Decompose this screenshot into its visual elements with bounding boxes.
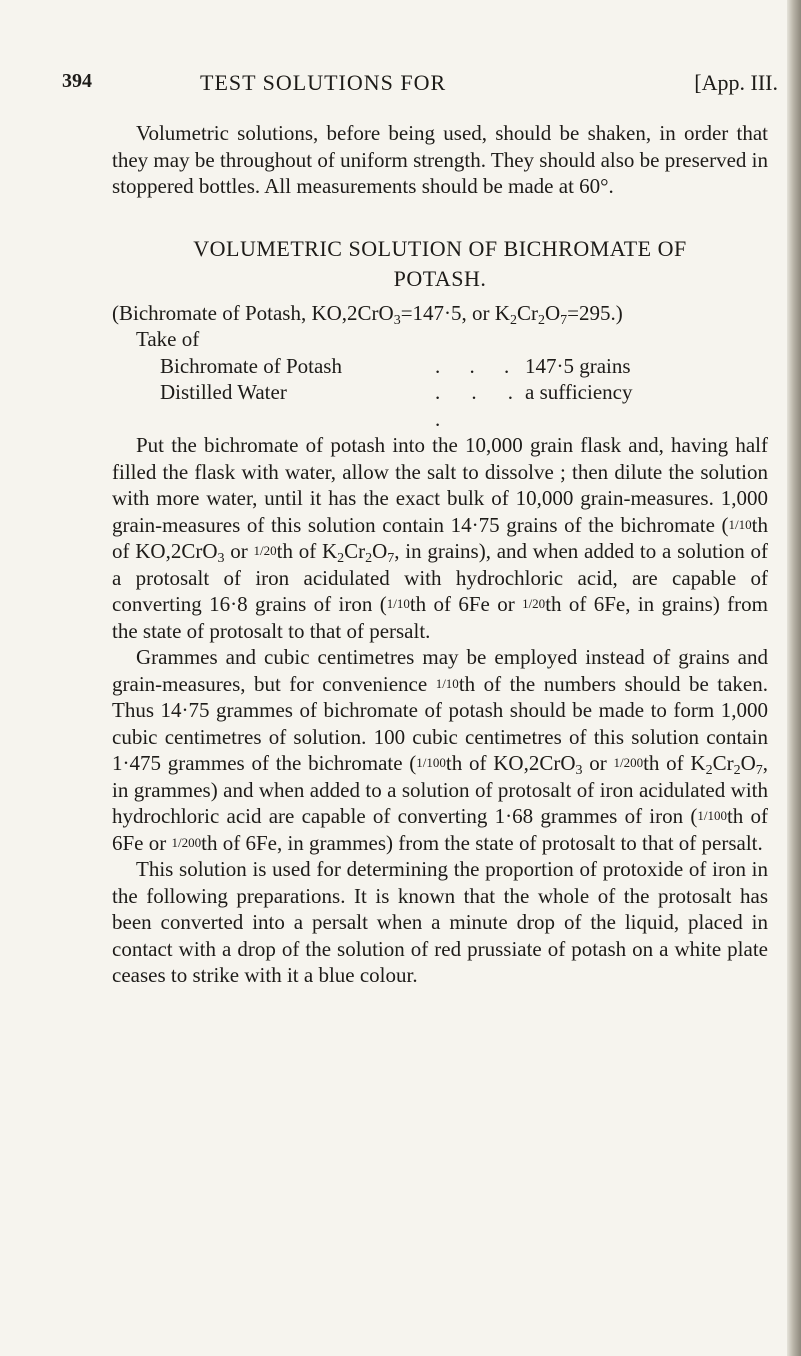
ingredient-dots: . . . .	[435, 380, 525, 431]
text-run: or	[582, 751, 614, 775]
formula-sub: 7	[387, 551, 395, 566]
formula-sub: 3	[217, 551, 225, 566]
ingredient-dots: . . .	[435, 353, 522, 378]
formula-end: =295.)	[567, 300, 623, 325]
formula-prefix: (Bichromate of Potash, KO,2CrO	[112, 300, 394, 325]
ingredient-name: Bichromate of Potash	[160, 353, 342, 378]
fraction: 1/20	[253, 543, 277, 558]
appendix-reference: [App. III.	[694, 70, 778, 95]
formula-sub: 7	[755, 763, 763, 778]
text-run: O	[372, 539, 388, 563]
take-of-label: Take of	[136, 327, 200, 351]
ingredient-amount: a sufficiency	[525, 380, 633, 404]
formula-sub: 7	[560, 312, 568, 328]
formula-sub: 2	[509, 312, 517, 328]
formula-sub: 2	[733, 763, 741, 778]
text-run: th of 6Fe or	[409, 592, 523, 616]
fraction: 1/100	[416, 755, 446, 770]
ingredient-amount: 147·5 grains	[525, 353, 631, 378]
paragraph-metric	[112, 644, 768, 856]
section-title	[112, 234, 768, 294]
section-title-line1: VOLUMETRIC SOLUTION OF BICHROMATE OF	[193, 235, 687, 261]
paragraph-usage: This solution is used for determining the proportion of protoxide of iron in the following preparations. It is known that the whole of the protosalt has been converted into a persalt when a minute drop of the liquid, placed in contact with a drop of the solution of red prussiate of potash on a white plate ceases to strike with it a blue colour.	[112, 857, 768, 987]
formula-sub: 2	[705, 763, 713, 778]
text-run: , in grains), and when added to a solution of a protosalt of iron acidulated with hydrochloric acid, are capable of converting 16·8 grains of iron (	[112, 539, 768, 616]
formula-o: O	[544, 300, 561, 325]
text-run: Grammes and cubic centimetres may be employed instead of grains and grain-measures, but for convenience	[112, 645, 768, 696]
formula-sub: 3	[575, 763, 583, 778]
paragraph-preparation	[112, 432, 768, 644]
formula-sub: 2	[365, 551, 373, 566]
ingredient-row	[112, 353, 768, 380]
text-run: th of K	[643, 751, 706, 775]
formula-sub: 3	[393, 312, 401, 328]
formula-sub: 2	[337, 551, 345, 566]
formula-line	[112, 300, 768, 327]
text-run: Cr	[344, 539, 366, 563]
page-number: 394	[62, 70, 92, 92]
formula-sub: 2	[537, 312, 545, 328]
text-run: Cr	[712, 751, 734, 775]
text-run: or	[224, 539, 254, 563]
page-edge-shadow	[787, 0, 801, 1356]
text-run: th of KO,2CrO	[112, 512, 768, 563]
intro-paragraph: Volumetric solutions, before being used, should be shaken, in order that they may be throughout of uniform strength. They should also be preserved in stoppered bottles. All measurements should be made at 60°.	[112, 121, 768, 198]
ingredient-row	[112, 379, 768, 432]
fraction: 1/10	[435, 675, 459, 691]
fraction: 1/10	[728, 516, 752, 532]
formula-mid: =147·5, or K	[400, 300, 510, 325]
text-run: th of the numbers should be taken. Thus 14·75 grammes of bichromate of potash should be made to form 1,000 cubic centimetres of solution. 100 cubic centimetres of this solution contain 1·475 grammes of the bichromate (	[112, 671, 769, 775]
fraction: 1/200	[613, 755, 644, 770]
text-run: th of 6Fe, in grammes) from the state of protosalt to that of persalt.	[201, 830, 763, 855]
text-run: th of 6Fe, in grains) from the state of protosalt to that of persalt.	[112, 592, 768, 643]
formula-cr: Cr	[516, 300, 538, 325]
ingredient-name: Distilled Water	[160, 380, 287, 404]
text-run: th of K	[276, 539, 338, 563]
fraction: 1/200	[171, 834, 202, 850]
running-head: TEST SOLUTIONS FOR	[200, 70, 447, 95]
section-title-line2: POTASH.	[393, 265, 487, 291]
fraction: 1/100	[697, 808, 727, 823]
text-run: th of KO,2CrO	[445, 751, 576, 775]
page-body	[112, 100, 768, 989]
fraction: 1/10	[386, 596, 410, 611]
text-run: Put the bichromate of potash into the 10,000 grain flask and, having half filled the flask with water, allow the salt to dissolve ; then dilute the solution with more water, until it has the exact bulk of 10,000 grain-measures. 1,000 grain-measures of this solution contain 14·75 grains of the bichromate (	[112, 433, 768, 537]
fraction: 1/20	[522, 596, 546, 611]
text-run: O	[740, 751, 756, 775]
text-run: , in grammes) and when added to a solution of protosalt of iron acidulated with hydrochloric acid are capable of converting 1·68 grammes of iron (	[112, 751, 768, 828]
text-run: th of 6Fe or	[112, 804, 769, 855]
